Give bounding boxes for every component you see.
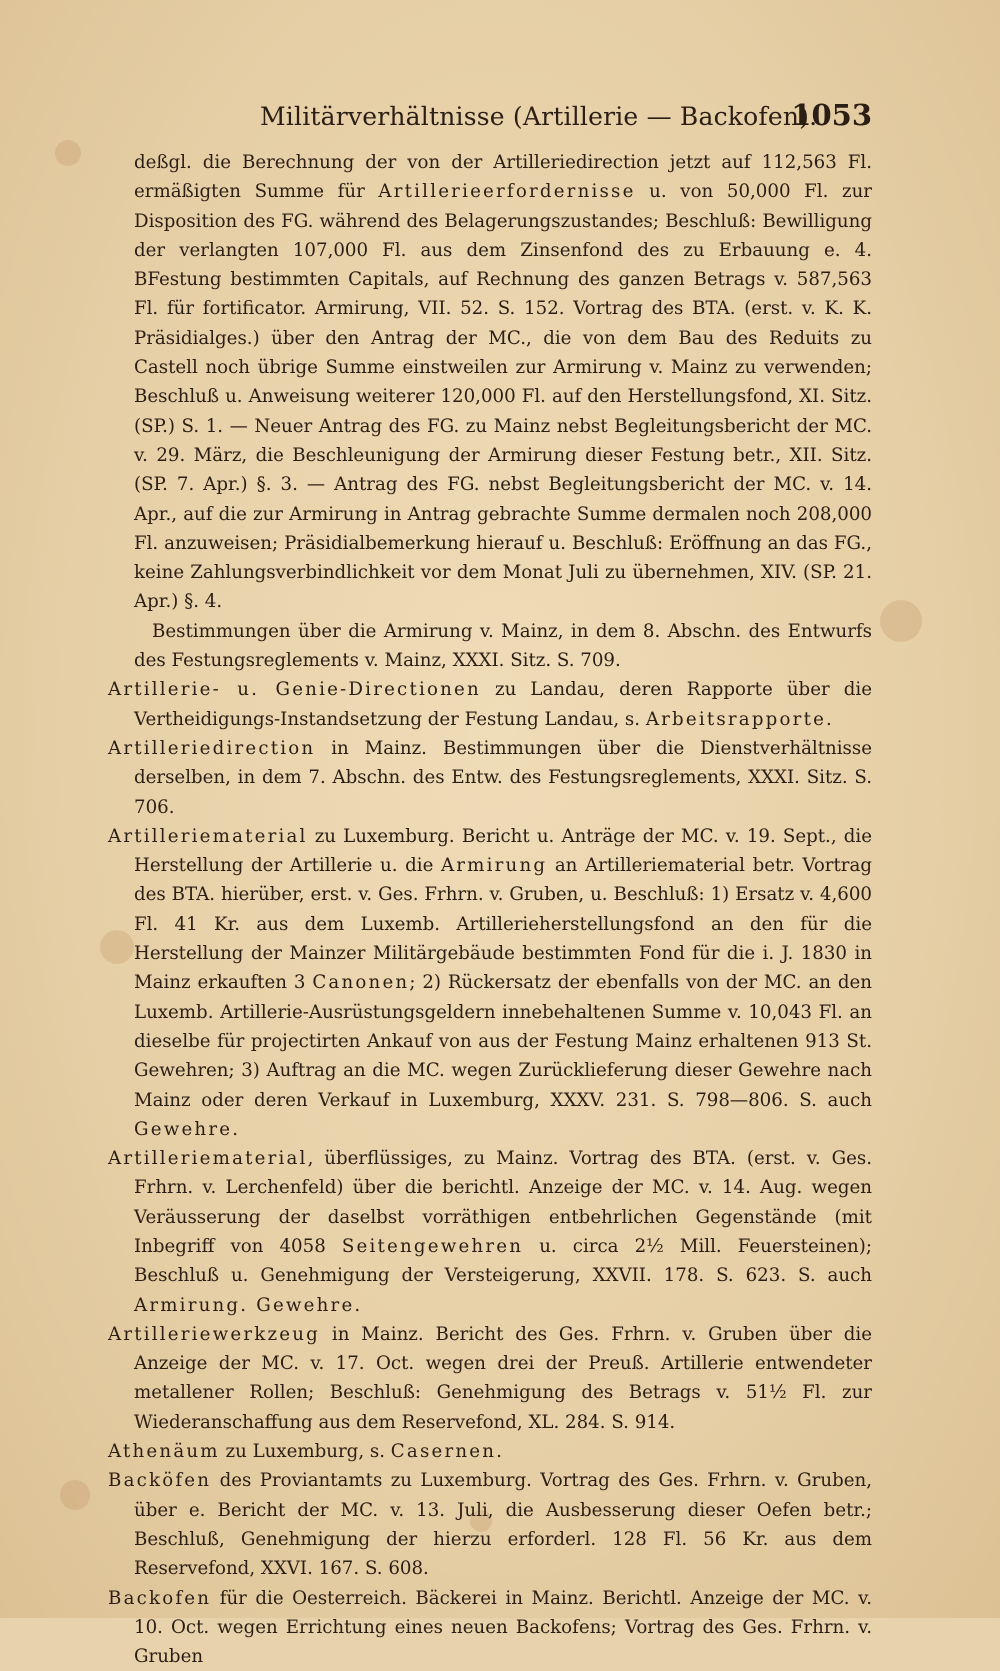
entry-text: zu Luxemburg, s.: [219, 1441, 391, 1463]
index-entry: [108, 1144, 872, 1320]
entry-keyword: Armirung: [440, 855, 548, 877]
page-number: 1053: [791, 98, 872, 132]
index-entry: [108, 822, 872, 1144]
entry-keyword: Artilleriematerial: [108, 1148, 308, 1170]
entry-text: deßgl. die Berechnung der von der Artilleriedirection jetzt auf 112,563 Fl. ermäßigten Summe für: [134, 152, 872, 203]
foxing-stain: [60, 1480, 90, 1510]
entry-text: zu Landau, deren Rapporte über die Vertheidigungs-Instandsetzung der Festung Landau, s.: [134, 679, 872, 730]
entry-text: u. von 50,000 Fl. zur Disposition des FG. während des Belagerungszustandes; Beschluß: Bewilligung der verlangten 107,000 Fl. aus dem Zinsenfond des zu Erbauung e. 4. BFestung bestimmten Capitals, auf Rechnung des ganzen Betrags v. 587,563 Fl. für fortificator. Armirung, VII. 52. S. 152. Vortrag des BTA. (erst. v. K. K. Präsidialges.) über den Antrag der MC., die von dem Bau des Reduits zu Castell noch übrige Summe einstweilen zur Armirung v. Mainz zu verwenden; Beschluß u. Anweisung weiterer 120,000 Fl. auf den Herstellungsfond, XI. Sitz. (SP.) S. 1. — Neuer Antrag des FG. zu Mainz nebst Begleitungsbericht der MC. v. 29. März, die Beschleunigung der Armirung dieser Festung betr., XII. Sitz. (SP. 7. Apr.) §. 3. — Antrag des FG. nebst Begleitungsbericht der MC. v. 14. Apr., auf die zur Armirung in Antrag gebrachte Summe dermalen noch 208,000 Fl. anzuweisen; Präsidialbemerkung hierauf u. Beschluß: Eröffnung an das FG., keine Zahlungsverbindlichkeit vor dem Monat Juli zu übernehmen, XIV. (SP. 21. Apr.) §. 4.: [134, 181, 872, 613]
entry-keyword: Artillerieerfordernisse: [378, 181, 636, 203]
index-entry: [108, 734, 872, 822]
entry-text: , überflüssiges, zu Mainz. Vortrag des BTA. (erst. v. Ges. Frhrn. v. Lerchenfeld) über die berichtl. Anzeige der MC. v. 14. Aug. wegen Veräusserung der daselbst vorräthigen entbehrlichen Gegenstände (mit Inbegriff von 4058: [134, 1148, 872, 1257]
index-entry: [108, 675, 872, 734]
entry-keyword: Backofen: [108, 1587, 212, 1609]
entry-keyword: Casernen.: [390, 1441, 505, 1463]
index-entry: [108, 1466, 872, 1583]
entry-keyword: Arbeitsrapporte.: [645, 708, 835, 730]
entry-keyword: Armirung. Gewehre.: [134, 1294, 363, 1316]
index-entry: [108, 617, 872, 676]
foxing-stain: [55, 140, 81, 166]
entry-text: u. circa 2½ Mill. Feuersteinen); Beschluß u. Genehmigung der Versteigerung, XXVII. 178. S. 623. S. auch: [134, 1235, 872, 1287]
entry-text: Bestimmungen über die Armirung v. Mainz, in dem 8. Abschn. des Entwurfs des Festungsreglements v. Mainz, XXXI. Sitz. S. 709.: [134, 620, 872, 672]
index-entries: [108, 148, 872, 1671]
entry-text: zu Luxemburg. Bericht u. Anträge der MC. v. 19. Sept., die Herstellung der Artillerie u. die: [134, 825, 872, 877]
entry-text: ; 2) Rückersatz der ebenfalls von der MC. an den Luxemb. Artillerie-Ausrüstungsgeldern innebehaltenen Summe v. 10,043 Fl. an dieselbe für projectirten Ankauf von aus der Festung Mainz erhaltenen 913 St. Gewehren; 3) Auftrag an die MC. wegen Zurücklieferung dieser Gewehre nach Mainz oder deren Verkauf in Luxemburg, XXXV. 231. S. 798—806. S. auch: [134, 972, 872, 1111]
header-title: Militärverhältnisse (Artillerie — Backofen).: [260, 102, 818, 131]
entry-keyword: Artillerie- u. Genie-Directionen: [108, 679, 481, 701]
entry-keyword: Seitengewehren: [341, 1235, 524, 1257]
index-entry: [108, 1437, 872, 1466]
index-entry: [108, 1584, 872, 1671]
running-header: [260, 92, 872, 136]
entry-text: in Mainz. Bestimmungen über die Dienstverhältnisse derselben, in dem 7. Abschn. des Entw. des Festungsreglements, XXXI. Sitz. S. 706.: [134, 737, 872, 818]
entry-keyword: Artilleriematerial: [108, 825, 308, 847]
entry-text: in Mainz. Bericht des Ges. Frhrn. v. Gruben über die Anzeige der MC. v. 17. Oct. wegen drei der Preuß. Artillerie entwendeter metallener Rollen; Beschluß: Genehmigung des Betrags v. 51½ Fl. zur Wiederanschaffung aus dem Reservefond, XL. 284. S. 914.: [134, 1323, 872, 1433]
entry-text: an Artilleriematerial betr. Vortrag des BTA. hierüber, erst. v. Ges. Frhrn. v. Gruben, u. Beschluß: 1) Ersatz v. 4,600 Fl. 41 Kr. aus dem Luxemb. Artillerieherstellungsfond an den für die Herstellung der Mainzer Militärgebäude bestimmten Fond für die i. J. 1830 in Mainz erkauften 3: [134, 855, 872, 994]
index-entry: [108, 148, 872, 617]
entry-text: des Proviantamts zu Luxemburg. Vortrag des Ges. Frhrn. v. Gruben, über e. Bericht der MC. v. 13. Juli, die Ausbesserung dieser Oefen betr.; Beschluß, Genehmigung der hierzu erforderl. 128 Fl. 56 Kr. aus dem Reservefond, XXVI. 167. S. 608.: [134, 1470, 872, 1580]
entry-keyword: Canonen: [312, 972, 410, 994]
entry-keyword: Artilleriewerkzeug: [108, 1323, 320, 1345]
entry-keyword: Athenäum: [108, 1441, 220, 1463]
index-entry: [108, 1320, 872, 1437]
entry-keyword: Gewehre.: [134, 1118, 241, 1140]
entry-keyword: Backöfen: [108, 1470, 212, 1492]
entry-keyword: Artilleriedirection: [108, 737, 316, 759]
foxing-stain: [880, 600, 922, 642]
entry-text: für die Oesterreich. Bäckerei in Mainz. Berichtl. Anzeige der MC. v. 10. Oct. wegen Errichtung eines neuen Backofens; Vortrag des Ges. Frhrn. v. Gruben: [134, 1587, 872, 1668]
